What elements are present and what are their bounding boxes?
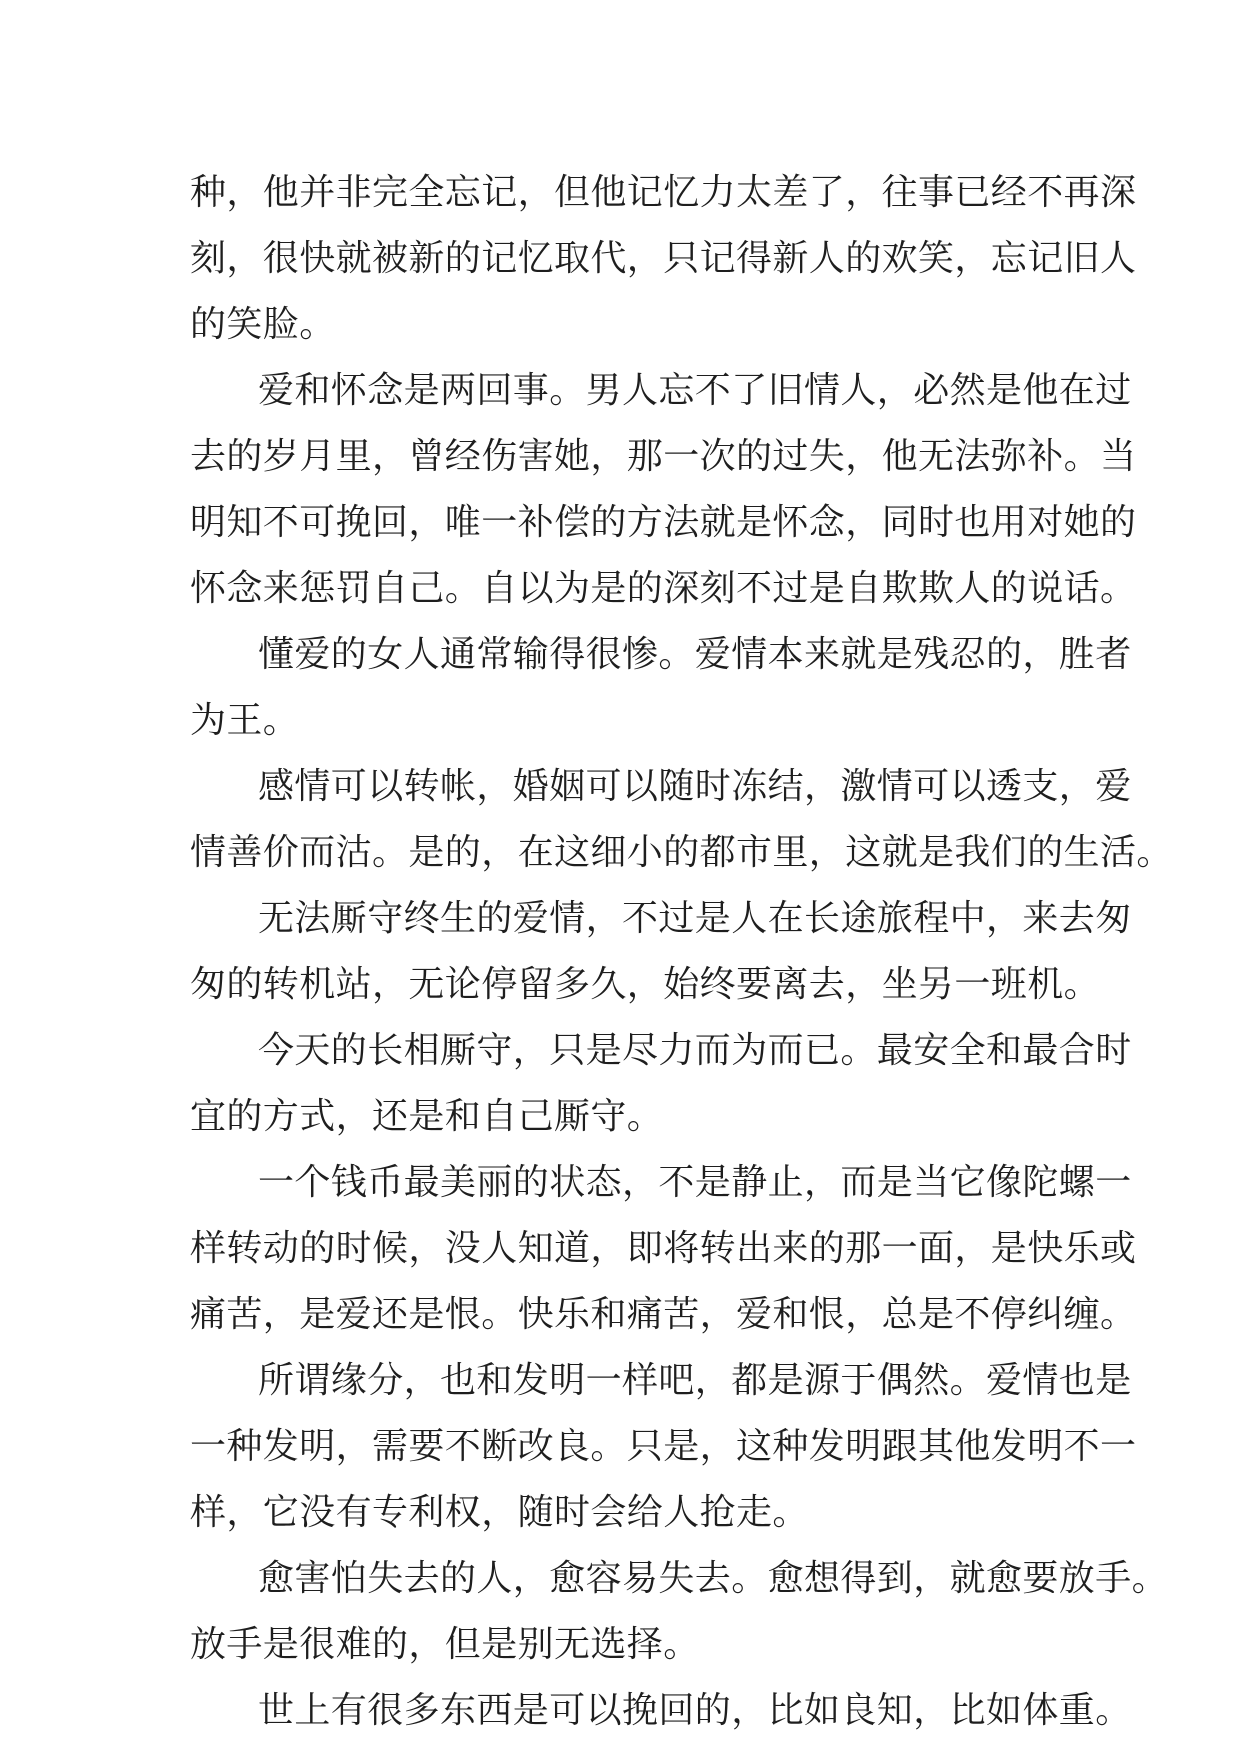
paragraph-first-line: 今天的长相厮守，只是尽力而为而已。最安全和最合时 bbox=[258, 1030, 1132, 1071]
text-line: 一种发明，需要不断改良。只是，这种发明跟其他发明不一 bbox=[190, 1426, 1137, 1467]
paragraph-first-line: 爱和怀念是两回事。男人忘不了旧情人，必然是他在过 bbox=[258, 370, 1132, 411]
text-line: 的笑脸。 bbox=[190, 304, 336, 345]
text-line: 匆的转机站，无论停留多久，始终要离去，坐另一班机。 bbox=[190, 964, 1101, 1005]
text-line: 怀念来惩罚自己。自以为是的深刻不过是自欺欺人的说话。 bbox=[190, 568, 1137, 609]
text-line: 明知不可挽回，唯一补偿的方法就是怀念，同时也用对她的 bbox=[190, 502, 1137, 543]
text-line: 样转动的时候，没人知道，即将转出来的那一面，是快乐或 bbox=[190, 1228, 1137, 1269]
text-line: 情善价而沽。是的，在这细小的都市里，这就是我们的生活。 bbox=[190, 832, 1173, 873]
paragraph-first-line: 懂爱的女人通常输得很惨。爱情本来就是残忍的，胜者 bbox=[258, 634, 1132, 675]
text-line: 为王。 bbox=[190, 700, 300, 741]
paragraph-first-line: 愈害怕失去的人，愈容易失去。愈想得到，就愈要放手。 bbox=[258, 1558, 1169, 1599]
text-line: 样，它没有专利权，随时会给人抢走。 bbox=[190, 1492, 809, 1533]
paragraph-first-line: 感情可以转帐，婚姻可以随时冻结，激情可以透支，爱 bbox=[258, 766, 1132, 807]
text-line: 去的岁月里，曾经伤害她，那一次的过失，他无法弥补。当 bbox=[190, 436, 1137, 477]
text-line: 宜的方式，还是和自己厮守。 bbox=[190, 1096, 664, 1137]
paragraph-first-line: 一个钱币最美丽的状态，不是静止，而是当它像陀螺一 bbox=[258, 1162, 1132, 1203]
text-line: 种，他并非完全忘记，但他记忆力太差了，往事已经不再深 bbox=[190, 172, 1137, 213]
text-line: 放手是很难的，但是别无选择。 bbox=[190, 1624, 700, 1665]
document-body bbox=[190, 160, 1173, 1744]
text-line: 刻，很快就被新的记忆取代，只记得新人的欢笑，忘记旧人 bbox=[190, 238, 1137, 279]
text-line: 痛苦，是爱还是恨。快乐和痛苦，爱和恨，总是不停纠缠。 bbox=[190, 1294, 1137, 1335]
paragraph-first-line: 无法厮守终生的爱情，不过是人在长途旅程中，来去匆 bbox=[258, 898, 1132, 939]
paragraph-first-line: 世上有很多东西是可以挽回的，比如良知，比如体重。 bbox=[258, 1690, 1132, 1731]
paragraph-first-line: 所谓缘分，也和发明一样吧，都是源于偶然。爱情也是 bbox=[258, 1360, 1132, 1401]
